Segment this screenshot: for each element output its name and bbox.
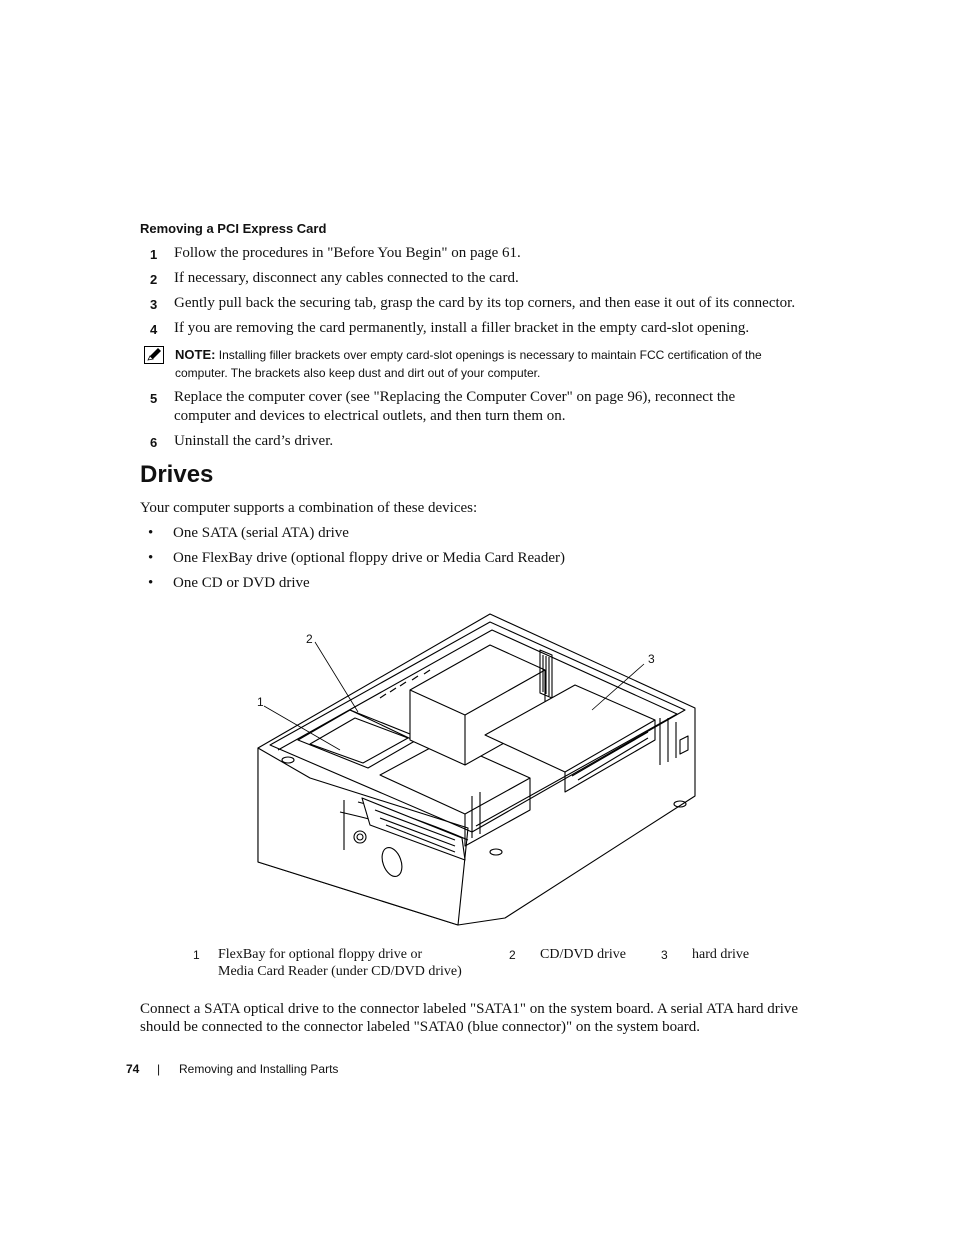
step-number: 5	[150, 391, 158, 406]
step-text: Gently pull back the securing tab, grasp the card by its top corners, and then ease it out of its connector.	[174, 295, 796, 311]
step-number: 6	[150, 435, 158, 450]
page-number: 74	[126, 1062, 140, 1076]
legend-text: FlexBay for optional floppy drive or	[218, 947, 423, 962]
step-text: If you are removing the card permanently, install a filler bracket in the empty card-slot opening.	[174, 320, 750, 336]
step-text: If necessary, disconnect any cables connected to the card.	[174, 270, 519, 286]
computer-chassis-illustration	[240, 600, 710, 935]
list-item-text: One FlexBay drive (optional floppy drive or Media Card Reader)	[173, 550, 565, 566]
footer-chapter: Removing and Installing Parts	[179, 1062, 339, 1076]
step-text: Replace the computer cover (see "Replacing the Computer Cover" on page 96), reconnect the computer and devices to electrical outlets, and then turn them on.	[174, 389, 736, 424]
list-item-text: One CD or DVD drive	[173, 575, 310, 591]
step-number: 1	[150, 247, 158, 262]
body-paragraph: Connect a SATA optical drive to the connector labeled "SATA1" on the system board. A serial ATA hard drive should be connected to the connector labeled "SATA0 (blue connector)" on the system board.	[140, 1001, 799, 1035]
pencil-note-icon	[144, 346, 164, 364]
bullet-icon: •	[148, 550, 154, 566]
bullet-icon: •	[148, 575, 154, 591]
footer-separator: |	[157, 1062, 161, 1076]
legend-number: 3	[661, 948, 668, 962]
list-item-text: One SATA (serial ATA) drive	[173, 525, 349, 541]
legend-number: 2	[509, 948, 516, 962]
section-subheading: Removing a PCI Express Card	[140, 221, 327, 236]
section-heading: Drives	[140, 461, 214, 488]
step-number: 3	[150, 297, 158, 312]
step-text: Follow the procedures in "Before You Begin" on page 61.	[174, 245, 521, 261]
note-text: Installing filler brackets over empty card-slot openings is necessary to maintain FCC certification of the computer. The brackets also keep dust and dirt out of your computer.	[175, 348, 762, 380]
step-number: 4	[150, 322, 158, 337]
note-label: NOTE:	[175, 347, 216, 362]
step-number: 2	[150, 272, 158, 287]
legend-text: hard drive	[692, 947, 750, 962]
callout-3: 3	[648, 652, 655, 666]
legend-text: Media Card Reader (under CD/DVD drive)	[218, 964, 462, 979]
bullet-icon: •	[148, 525, 154, 541]
legend-number: 1	[193, 948, 200, 962]
callout-1: 1	[257, 695, 264, 709]
step-text: Uninstall the card’s driver.	[174, 433, 334, 449]
legend-text: CD/DVD drive	[540, 947, 626, 962]
callout-2: 2	[306, 632, 313, 646]
intro-text: Your computer supports a combination of these devices:	[140, 500, 478, 516]
